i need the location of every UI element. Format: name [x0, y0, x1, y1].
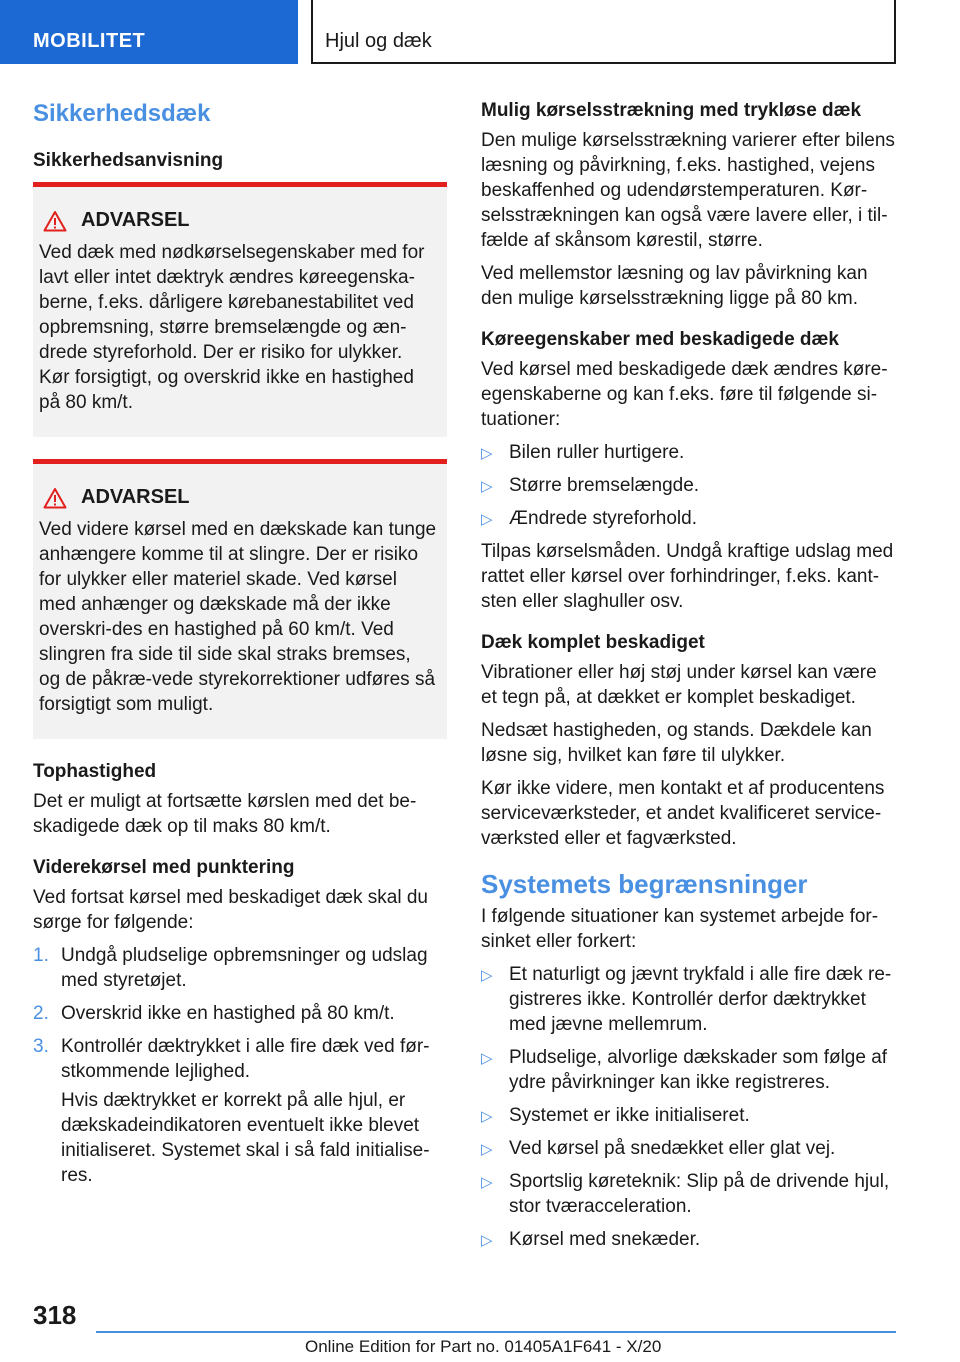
distance-text-1: Den mulige kørselsstrækning varierer efter bilens læsning og påvirkning, f.eks. hastighed, vejens beskaffenhed og udendørstemperaturen. Kør-selsstrækningen kan også være lavere eller, i til-fælde af skånsom kørestil, større. [481, 130, 895, 251]
step-number: 1. [33, 945, 49, 966]
list-item-text: Ændrede styreforhold. [509, 508, 697, 529]
step-text: Kontrollér dæktrykket i alle fire dæk ved før-stkommende lejlighed. [61, 1036, 430, 1082]
puncture-text: Ved fortsat kørsel med beskadiget dæk skal du sørge for følgende: [33, 887, 428, 933]
warning-box [33, 182, 447, 437]
step-text: Overskrid ikke en hastighed på 80 km/t. [61, 1003, 395, 1024]
handling-heading: Køreegenskaber med beskadigede dæk [481, 329, 839, 350]
list-item [33, 1034, 447, 1188]
triangle-bullet-icon: ▷ [481, 445, 493, 462]
limits-text: I følgende situationer kan systemet arbejde for-sinket eller forkert: [481, 906, 879, 952]
footer-divider [96, 1331, 896, 1333]
list-item [33, 1001, 447, 1026]
puncture-heading: Viderekørsel med punktering [33, 857, 295, 878]
list-item [481, 1227, 896, 1252]
destroyed-heading: Dæk komplet beskadiget [481, 632, 705, 653]
subsection-title: Sikkerhedsanvisning [33, 150, 224, 171]
top-speed-heading: Tophastighed [33, 761, 157, 782]
list-item [481, 962, 896, 1037]
list-item-text: Et naturligt og jævnt trykfald i alle fire dæk re-gistreres ikke. Kontrollér derfor dæktrykket med jævne mellemrum. [509, 964, 892, 1035]
left-column [33, 100, 447, 1196]
handling-list [481, 440, 896, 531]
limits-title: Systemets begrænsninger [481, 869, 808, 899]
top-speed-text: Det er muligt at fortsætte kørslen med det be-skadigede dæk op til maks 80 km/t. [33, 791, 417, 837]
list-item [481, 440, 896, 465]
list-item [481, 1045, 896, 1095]
destroyed-text-2: Nedsæt hastigheden, og stands. Dækdele kan løsne sig, hvilket kan føre til ulykker. [481, 720, 872, 766]
list-item [33, 943, 447, 993]
triangle-bullet-icon: ▷ [481, 1141, 493, 1158]
list-item-text: Bilen ruller hurtigere. [509, 442, 685, 463]
warning-triangle-icon [43, 487, 67, 509]
header-section-label: MOBILITET [33, 30, 146, 52]
list-item-text: Kørsel med snekæder. [509, 1229, 701, 1250]
list-item-text: Systemet er ikke initialiseret. [509, 1105, 750, 1126]
triangle-bullet-icon: ▷ [481, 1232, 493, 1249]
list-item [481, 1136, 896, 1161]
list-item-text: Pludselige, alvorlige dækskader som følge af ydre påvirkninger kan ikke registreres. [509, 1047, 888, 1093]
right-column [481, 100, 896, 1260]
triangle-bullet-icon: ▷ [481, 478, 493, 495]
list-item [481, 473, 896, 498]
limits-list [481, 962, 896, 1252]
handling-text-2: Tilpas kørselsmåden. Undgå kraftige udslag med rattet eller kørsel over forhindringer, f.eks. kant-sten eller slaghuller osv. [481, 541, 894, 612]
distance-text-2: Ved mellemstor læsning og lav påvirkning kan den mulige kørselsstrækning ligge på 80 km. [481, 263, 868, 309]
warning-triangle-icon [43, 210, 67, 232]
footer-edition: Online Edition for Part no. 01405A1F641 - X/20 [305, 1337, 662, 1356]
warning-box [33, 459, 447, 739]
warning-text: Ved videre kørsel med en dækskade kan tunge anhængere komme til at slingre. Der er risiko for ulykker eller materiel skade. Ved kørsel med anhænger og dækskade må der ikke overskri-des en hastighed på 60 km/t. Ved slingren fra side til side skal straks bremses, og de påkræ-vede styrekorrektioner udføres så forsigtigt som muligt. [39, 519, 437, 715]
list-item [481, 506, 896, 531]
distance-heading: Mulig kørselsstrækning med trykløse dæk [481, 100, 862, 121]
step-text: Undgå pludselige opbremsninger og udslag med styretøjet. [61, 945, 428, 991]
step-number: 2. [33, 1003, 49, 1024]
warning-header [39, 209, 437, 232]
triangle-bullet-icon: ▷ [481, 1174, 493, 1191]
header-chapter-label: Hjul og dæk [325, 30, 432, 52]
header-section-tab [0, 0, 298, 64]
warning-text: Ved dæk med nødkørselsegenskaber med for lavt eller intet dæktryk ændres køreegenska-berne, f.eks. dårligere kørebanestabilitet ved opbremsning, større bremselængde og æn-drede styreforhold. Der er risiko for ulykker. Kør forsigtigt, og overskrid ikke en hastighed på 80 km/t. [39, 242, 425, 413]
section-title: Sikkerhedsdæk [33, 100, 211, 127]
step-note: Hvis dæktrykket er korrekt på alle hjul, er dækskadeindikatoren eventuelt ikke blevet initialiseret. Systemet skal i så fald initialise-res. [61, 1090, 430, 1186]
list-item-text: Ved kørsel på snedækket eller glat vej. [509, 1138, 836, 1159]
triangle-bullet-icon: ▷ [481, 511, 493, 528]
list-item-text: Større bremselængde. [509, 475, 700, 496]
page-number: 318 [33, 1300, 77, 1330]
triangle-bullet-icon: ▷ [481, 967, 493, 984]
warning-title: ADVARSEL [81, 209, 190, 231]
step-number: 3. [33, 1036, 49, 1057]
triangle-bullet-icon: ▷ [481, 1108, 493, 1125]
warning-title: ADVARSEL [81, 486, 190, 508]
list-item [481, 1103, 896, 1128]
header-chapter-tab [311, 0, 896, 64]
puncture-steps-list [33, 943, 447, 1188]
destroyed-text-3: Kør ikke videre, men kontakt et af producentens serviceværksteder, et andet kvalificeret service-værksted eller et fagværksted. [481, 778, 885, 849]
triangle-bullet-icon: ▷ [481, 1050, 493, 1067]
list-item-text: Sportslig køreteknik: Slip på de drivende hjul, stor tværacceleration. [509, 1171, 890, 1217]
destroyed-text-1: Vibrationer eller høj støj under kørsel kan være et tegn på, at dækket er komplet beskadiget. [481, 662, 877, 708]
list-item [481, 1169, 896, 1219]
handling-text-1: Ved kørsel med beskadigede dæk ændres køre-egenskaberne og kan f.eks. føre til følgende si-tuationer: [481, 359, 888, 430]
warning-header [39, 486, 437, 509]
